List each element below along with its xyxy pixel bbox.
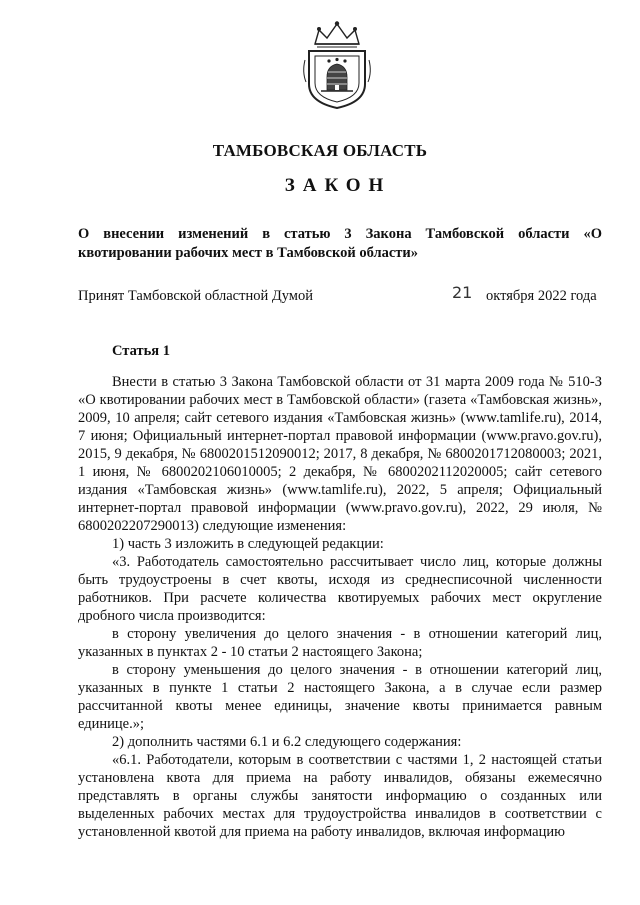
paragraph: в сторону уменьшения до целого значения - в отношении категорий лиц, указанных в пункте 1 статьи 2 настоящего Закона, а в случае если размер рассчитанной квоты менее единицы, значение квоты принимается равным единице.»; [78, 662, 602, 732]
paragraph: Внести в статью 3 Закона Тамбовской области от 31 марта 2009 года № 510-З «О квотировании рабочих мест в Тамбовской области» (газета «Тамбовская жизнь», 2009, 10 апреля; сайт сетевого издания «Тамбовская жизнь» (www.tamlife.ru), 2014, 7 июня; Официальный интернет-портал правовой информации (www.pravo.gov.ru), 2015, 9 декабря, № 6800201512090012; 2017, 8 декабря, № 6800201712080003; 2021, 1 июня, № 6800202106010005; 2 декабря, № 6800202112020005; сайт сетевого издания «Тамбовская жизнь» (www.tamlife.ru), 2022, 5 апреля; Официальный интернет-портал правовой информации (www.pravo.gov.ru), 2022, 29 июля, № 6800202207290013) следующие изменения: [78, 374, 602, 534]
region-heading: ТАМБОВСКАЯ ОБЛАСТЬ [212, 141, 428, 160]
article-heading: Статья 1 [112, 343, 170, 359]
paragraph: «6.1. Работодатели, которым в соответствии с частями 1, 2 настоящей статьи установлена квота для приема на работу инвалидов, обязаны ежемесячно представлять в органы службы занятости информацию о созданных или выделенных рабочих местах для трудоустройства инвалидов в соответствии с установленной квотой для приема на работу инвалидов, включая информацию [78, 752, 602, 840]
paragraph: в сторону увеличения до целого значения - в отношении категорий лиц, указанных в пунктах 2 - 10 статьи 2 настоящего Закона; [78, 626, 602, 660]
adoption-statement: Принят Тамбовской областной Думой [78, 288, 313, 304]
document-type-heading: ЗАКОН [284, 175, 392, 196]
adoption-month-year: октября 2022 года [486, 288, 597, 304]
adoption-day-handwritten: 21 [452, 283, 473, 302]
paragraph: 1) часть 3 изложить в следующей редакции: [112, 536, 384, 552]
paragraph: 2) дополнить частями 6.1 и 6.2 следующего содержания: [112, 734, 462, 750]
paragraph: «3. Работодатель самостоятельно рассчитывает число лиц, которые должны быть трудоустроены в счет квоты, исходя из среднесписочной численности работников. При расчете количества квотируемых рабочих мест округление дробного числа производится: [78, 554, 602, 624]
article-body [78, 373, 602, 841]
tambov-coat-of-arms-icon [301, 20, 373, 110]
law-title: О внесении изменений в статью 3 Закона Тамбовской области «О квотировании рабочих мест в Тамбовской области» [78, 226, 602, 261]
